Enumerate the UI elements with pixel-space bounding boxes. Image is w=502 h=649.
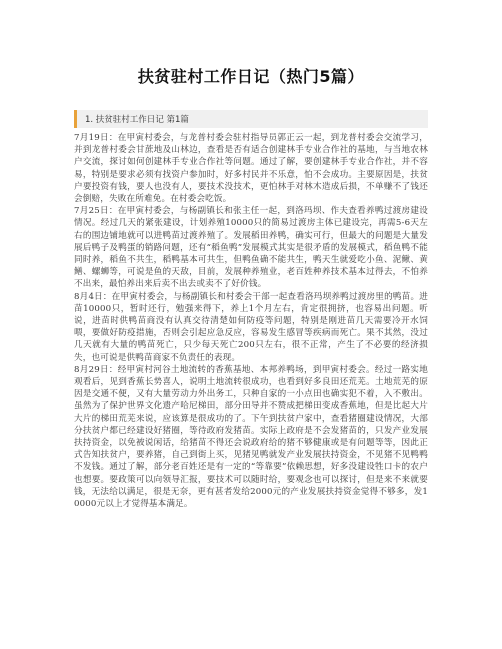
section-heading: 1. 扶贫驻村工作日记 第1篇 bbox=[85, 115, 189, 125]
diary-entry-jul-25: 7月25日：在甲寅村委会，与杨副镇长和张主任一起，到洛玛坝、作夫查看养鸭过渡房建设情况。经过几天的紧张建设，计划养殖10000只的简易过渡房主体已建设完，再需5-6天左右的围边铺地就可以进鸭苗过渡养殖了。发展稻田养鸭，确实可行，但最大的问题是大量发展后鸭子及鸭蛋的销路问题，还有“稻鱼鸭”发展模式其实是很矛盾的发展模式，稻鱼鸭不能同时养，稻鱼不共生，稻鸭基本可共生，但鸭鱼确不能共生，鸭天生就爱吃小鱼、泥鳅、黄鳝、螺蛳等，可说是鱼的天敌，目前，发展种养殖业，老百姓种养技术基本过得去，不怕养不出来，最怕养出来后卖不出去或卖不了好价钱。 bbox=[74, 206, 428, 290]
page-title: 扶贫驻村工作日记（热门5篇） bbox=[137, 67, 365, 86]
section-heading-bar bbox=[74, 110, 428, 128]
diary-entry-aug-29: 8月29日：经甲寅村河谷土地流转的香蕉基地、本邦养鸭场，到甲寅村委会。经过一路实地观看后，见到香蕉长势喜人，说明土地流转很成功，也看到好多良田还荒芜。土地荒芜的原因是交通不便，又有大量劳动力外出务工，只种自家的一小点田也确实犯不着，入不敷出。虽然为了保护世界文化遗产哈尼梯田，部分田导并不赞成把梯田变成香蕉地，但是比起大片大片的梯田荒芜来说，应该算是很成功的了。下午到扶贫户家中，查看猪圈建设情况，大部分扶贫户都已经建设好猪圈，等待政府发猪苗。实际上政府是不会发猪苗的，只发产业发展扶持资金，以免被说闲话，给猪苗不得还会说政府给的猪不够健康或是有问题等等，因此正式告知扶贫户，要养猪，自己到街上买，见猪见鸭就发产业发展扶持资金，不见猪不见鸭鸭不发钱。通过了解，部分老百姓还是有一定的“等靠要”依赖思想，好多没建设牲口卡的农户也想要。要政策可以向领导汇报，要技术可以随时给，要观念也可以探讨，但是来不来就要钱，无法给以满足，很是无奈，更有甚者发给2000元的产业发展扶持资金觉得不够多，发10000元以上才觉得基本满足。 bbox=[74, 364, 428, 510]
diary-entry-jul-19: 7月19日：在甲寅村委会，与龙普村委会驻村指导员郭正云一起，到龙普村委会交流学习，并到龙普村委会甘蔗地及山林边，查看是否有适合创建林手专业合作社的基地，与当地农林户交流，探讨如何创建林手专业合作社等问题。通过了解，要创建林手专业合作社，并不容易，特别是要求必须有找资户参加时，好多村民并不乐意，怕不会成功。主要原因是，扶贫户要投资有钱，要人也没有人，要技术没技术，更怕林手对林木造成后损，不单赚不了钱还会倒赔，失败在所难免。在村委会吃饭。 bbox=[74, 133, 428, 205]
article-body bbox=[74, 132, 428, 510]
diary-entry-aug-4: 8月4日：在甲寅村委会，与杨副镇长和村委会干部一起查看洛玛坝养鸭过渡房里的鸭苗。进苗10000只，暂时还行，勉强来得下，养上1个月左右，肯定很拥挤，也容易出问题。听说，进苗时供鸭苗商没有认真交待清楚如何防疫等问题，特别是刚进苗几天需要冷开水饲喂，要做好防疫措施，否则会引起应急反应，容易发生感冒等疾病而死亡。果不其然，没过几天就有大量的鸭苗死亡，只少每天死亡200只左右，很不正常，产生了不必要的经济损失，也可说是供鸭苗商家不负责任的表现。 bbox=[74, 291, 428, 363]
